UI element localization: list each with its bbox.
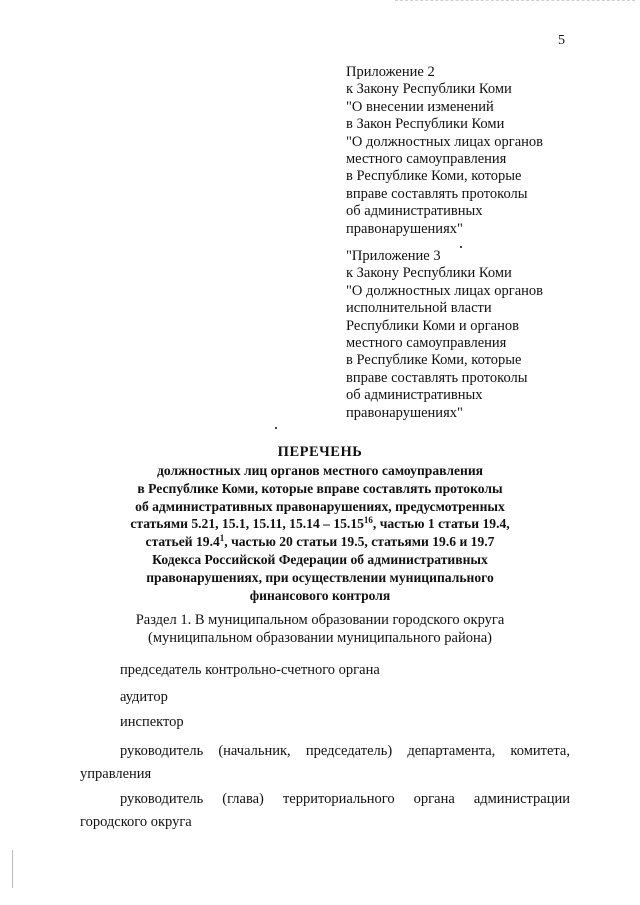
- appendix-3-line: "О должностных лицах органов: [346, 282, 544, 299]
- list-subtitle-line: [60, 515, 580, 533]
- list-subtitle-text: , частью 1 статьи 19.4,: [372, 516, 510, 532]
- scan-edge-mark: [12, 850, 13, 888]
- list-title: ПЕРЕЧЕНЬ: [277, 444, 363, 460]
- appendix-3-line: к Закону Республики Коми: [346, 265, 512, 282]
- appendix-3-header: [346, 248, 616, 422]
- list-item-line: городского округа: [80, 814, 192, 830]
- list-item: [80, 740, 570, 786]
- appendix-2-line: к Закону Республики Коми: [346, 81, 512, 98]
- page-number: 5: [558, 33, 565, 48]
- superscript: 1: [219, 533, 225, 544]
- appendix-2-line: в Республике Коми, которые: [346, 168, 522, 185]
- scan-edge-rule: [395, 0, 635, 2]
- list-subtitle-line: должностных лиц органов местного самоуправления: [156, 463, 484, 478]
- list-subtitle-line: правонарушениях, при осуществлении муниципального: [146, 569, 494, 585]
- appendix-3-line: об административных: [346, 387, 483, 404]
- appendix-2-line: правонарушениях": [346, 220, 463, 237]
- list-item: [80, 788, 570, 834]
- list-subtitle-line: Кодекса Российской Федерации об административных: [152, 551, 488, 567]
- appendix-2-line: "О должностных лицах органов: [346, 133, 544, 150]
- appendix-2-line: в Закон Республики Коми: [346, 116, 505, 133]
- list-item: аудитор: [120, 689, 168, 705]
- section-heading-line: Раздел 1. В муниципальном образовании городского округа: [135, 612, 505, 628]
- list-subtitle-text: статьями 5.21, 15.1, 15.11, 15.14 – 15.15: [130, 516, 364, 532]
- list-subtitle: [60, 462, 580, 604]
- appendix-3-line: вправе составлять протоколы: [346, 369, 528, 386]
- scan-speck: [275, 427, 277, 429]
- list-item: председатель контрольно-счетного органа: [120, 662, 380, 678]
- appendix-2-line: местного самоуправления: [346, 151, 507, 168]
- appendix-2-line: вправе составлять протоколы: [346, 185, 528, 202]
- list-subtitle-line: об административных правонарушениях, предусмотренных: [135, 498, 505, 514]
- appendix-2-header: [346, 64, 616, 238]
- list-item-line: руководитель (глава) территориального органа администрации: [120, 791, 570, 807]
- section-heading-line: (муниципальном образовании муниципального района): [147, 629, 493, 646]
- appendix-2-line: об административных: [346, 203, 483, 220]
- list-subtitle-text: статьей 19.4: [145, 534, 220, 550]
- scan-speck: [460, 246, 462, 248]
- list-subtitle-text: , частью 20 статьи 19.5, статьями 19.6 и 19.7: [224, 534, 495, 550]
- list-item: инспектор: [120, 714, 184, 730]
- section-1-heading: [60, 612, 580, 647]
- list-subtitle-line: финансового контроля: [249, 587, 391, 603]
- superscript: 16: [363, 515, 373, 526]
- appendix-2-line: "О внесении изменений: [346, 98, 494, 115]
- appendix-2-line: Приложение 2: [346, 64, 435, 80]
- appendix-3-line: исполнительной власти: [346, 300, 492, 317]
- list-subtitle-line: [60, 533, 580, 551]
- appendix-3-line: "Приложение 3: [346, 248, 441, 264]
- list-item-line: управления: [80, 766, 152, 782]
- appendix-3-line: Республики Коми и органов: [346, 317, 519, 334]
- list-item-line: руководитель (начальник, председатель) департамента, комитета,: [120, 743, 570, 759]
- appendix-3-line: в Республике Коми, которые: [346, 352, 522, 369]
- list-subtitle-line: в Республике Коми, которые вправе составлять протоколы: [137, 480, 503, 496]
- appendix-3-line: правонарушениях": [346, 404, 463, 421]
- appendix-3-line: местного самоуправления: [346, 335, 507, 352]
